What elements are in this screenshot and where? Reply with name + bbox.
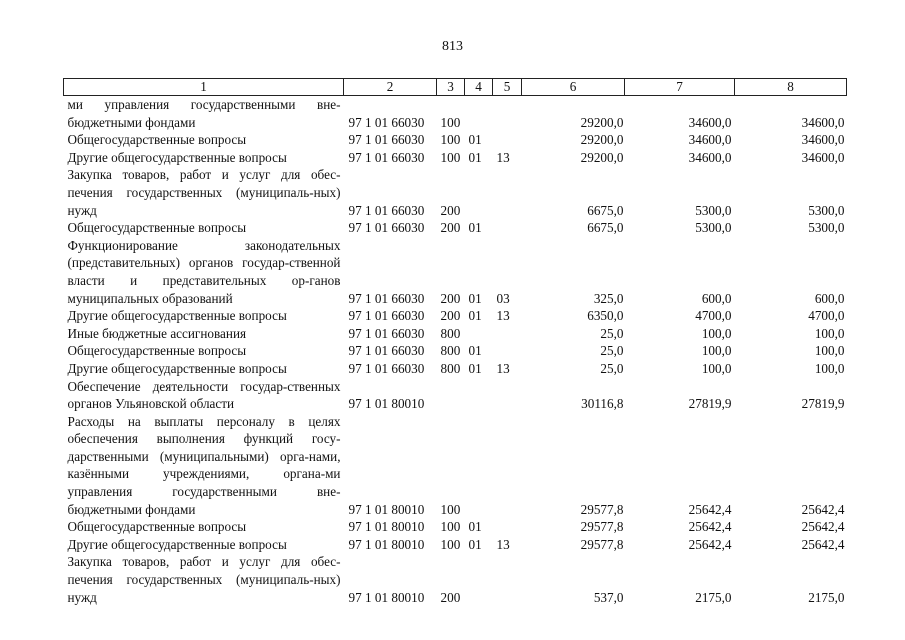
row-value-col6: 29200,0 bbox=[580, 132, 624, 148]
row-value-col6: 25,0 bbox=[600, 325, 624, 341]
row-value-col7: 100,0 bbox=[701, 360, 732, 376]
row-name: Другие общегосударственные вопросы bbox=[67, 536, 287, 552]
row-code: 97 1 01 66030 bbox=[348, 202, 425, 218]
row-value-col8: 100,0 bbox=[814, 343, 845, 359]
table-row bbox=[64, 413, 847, 519]
row-expense-type: 800 bbox=[440, 343, 461, 359]
table-row bbox=[64, 360, 847, 378]
row-name: Другие общегосударственные вопросы bbox=[67, 149, 287, 165]
row-name: Закупка товаров, работ и услуг для обес-печения государственных (муниципаль-ных) нужд bbox=[67, 167, 341, 218]
row-code: 97 1 01 80010 bbox=[348, 501, 425, 517]
row-value-col7: 34600,0 bbox=[688, 114, 732, 130]
row-subsection bbox=[493, 96, 522, 132]
row-value-col8: 600,0 bbox=[814, 290, 845, 306]
row-expense-type: 200 bbox=[440, 589, 461, 605]
row-section: 01 bbox=[468, 220, 482, 236]
row-value-col6: 6350,0 bbox=[587, 308, 624, 324]
row-section bbox=[465, 96, 493, 132]
row-code: 97 1 01 66030 bbox=[348, 290, 425, 306]
row-value-col8: 34600,0 bbox=[801, 114, 845, 130]
row-expense-type: 800 bbox=[440, 360, 461, 376]
row-name: Общегосударственные вопросы bbox=[67, 519, 247, 535]
row-name: Общегосударственные вопросы bbox=[67, 132, 247, 148]
row-value-col8: 4700,0 bbox=[808, 308, 845, 324]
row-expense-type: 200 bbox=[440, 202, 461, 218]
row-section bbox=[465, 166, 493, 219]
row-code: 97 1 01 80010 bbox=[348, 589, 425, 605]
row-value-col7: 5300,0 bbox=[695, 220, 732, 236]
row-subsection: 13 bbox=[496, 536, 510, 552]
row-section bbox=[465, 325, 493, 343]
row-value-col8: 100,0 bbox=[814, 325, 845, 341]
row-expense-type: 100 bbox=[440, 501, 461, 517]
row-subsection bbox=[493, 325, 522, 343]
row-value-col6: 537,0 bbox=[593, 589, 624, 605]
header-cell: 3 bbox=[437, 79, 465, 96]
header-cell: 4 bbox=[465, 79, 493, 96]
table-row bbox=[64, 307, 847, 325]
row-value-col8: 5300,0 bbox=[808, 220, 845, 236]
header-cell: 1 bbox=[64, 79, 344, 96]
row-expense-type bbox=[437, 378, 465, 413]
row-value-col7: 5300,0 bbox=[695, 202, 732, 218]
row-expense-type: 200 bbox=[440, 220, 461, 236]
row-section: 01 bbox=[468, 308, 482, 324]
row-value-col7: 4700,0 bbox=[695, 308, 732, 324]
row-name: ми управления государственными вне-бюджетными фондами bbox=[67, 97, 341, 130]
table-row bbox=[64, 378, 847, 413]
row-name: Общегосударственные вопросы bbox=[67, 343, 247, 359]
row-code: 97 1 01 66030 bbox=[348, 343, 425, 359]
row-value-col8: 25642,4 bbox=[801, 501, 845, 517]
row-name: Расходы на выплаты персоналу в целях обеспечения выполнения функций госу-дарственными (муниципальными) орга-нами, казёнными учреждениями, органа-ми управления государственными вне-бюджетными фондами bbox=[67, 413, 341, 517]
row-subsection: 13 bbox=[496, 360, 510, 376]
row-expense-type: 100 bbox=[440, 132, 461, 148]
table-row bbox=[64, 96, 847, 132]
row-value-col6: 6675,0 bbox=[587, 202, 624, 218]
row-subsection bbox=[493, 166, 522, 219]
row-value-col8: 2175,0 bbox=[808, 589, 845, 605]
row-code: 97 1 01 66030 bbox=[348, 149, 425, 165]
row-value-col6: 29577,8 bbox=[580, 501, 624, 517]
row-value-col7: 2175,0 bbox=[695, 589, 732, 605]
row-subsection bbox=[493, 378, 522, 413]
row-expense-type: 800 bbox=[440, 325, 461, 341]
header-row bbox=[64, 79, 847, 96]
row-name: Закупка товаров, работ и услуг для обес-печения государственных (муниципаль-ных) нужд bbox=[67, 554, 341, 605]
row-section: 01 bbox=[468, 536, 482, 552]
row-value-col7: 25642,4 bbox=[688, 501, 732, 517]
row-subsection bbox=[493, 219, 522, 237]
row-value-col7: 100,0 bbox=[701, 343, 732, 359]
header-cell: 7 bbox=[625, 79, 735, 96]
row-code: 97 1 01 66030 bbox=[348, 114, 425, 130]
row-value-col8: 25642,4 bbox=[801, 519, 845, 535]
row-value-col8: 25642,4 bbox=[801, 536, 845, 552]
row-value-col6: 25,0 bbox=[600, 360, 624, 376]
table-row bbox=[64, 536, 847, 554]
row-expense-type: 100 bbox=[440, 519, 461, 535]
row-section bbox=[465, 553, 493, 606]
row-subsection bbox=[493, 518, 522, 536]
row-value-col6: 29200,0 bbox=[580, 114, 624, 130]
row-code: 97 1 01 66030 bbox=[348, 325, 425, 341]
row-subsection bbox=[493, 553, 522, 606]
row-value-col6: 29577,8 bbox=[580, 519, 624, 535]
row-section bbox=[465, 413, 493, 519]
row-subsection: 13 bbox=[496, 149, 510, 165]
row-value-col6: 25,0 bbox=[600, 343, 624, 359]
row-section bbox=[465, 378, 493, 413]
page-number: 813 bbox=[442, 39, 463, 54]
row-name: Функционирование законодательных (представительных) органов государ-ственной власти и представительных ор-ганов муниципальных образований bbox=[67, 237, 341, 306]
row-name: Обеспечение деятельности государ-ственных органов Ульяновской области bbox=[67, 378, 341, 412]
row-value-col6: 29200,0 bbox=[580, 149, 624, 165]
row-expense-type: 200 bbox=[440, 290, 461, 306]
row-value-col7: 34600,0 bbox=[688, 132, 732, 148]
row-name: Иные бюджетные ассигнования bbox=[67, 325, 247, 341]
table-row bbox=[64, 553, 847, 606]
row-code: 97 1 01 66030 bbox=[348, 220, 425, 236]
row-code: 97 1 01 80010 bbox=[348, 536, 425, 552]
row-section: 01 bbox=[468, 132, 482, 148]
row-value-col6: 30116,8 bbox=[581, 396, 624, 412]
header-cell: 5 bbox=[493, 79, 522, 96]
row-code: 97 1 01 66030 bbox=[348, 360, 425, 376]
row-value-col8: 27819,9 bbox=[801, 396, 845, 412]
row-subsection bbox=[493, 342, 522, 360]
row-subsection bbox=[493, 413, 522, 519]
row-value-col7: 100,0 bbox=[701, 325, 732, 341]
row-name: Общегосударственные вопросы bbox=[67, 220, 247, 236]
row-section: 01 bbox=[468, 343, 482, 359]
row-section: 01 bbox=[468, 290, 482, 306]
row-code: 97 1 01 66030 bbox=[348, 308, 425, 324]
table-row bbox=[64, 237, 847, 307]
row-value-col7: 25642,4 bbox=[688, 519, 732, 535]
row-expense-type: 200 bbox=[440, 308, 461, 324]
row-subsection: 03 bbox=[496, 290, 510, 306]
table-row bbox=[64, 325, 847, 343]
row-subsection: 13 bbox=[496, 308, 510, 324]
row-value-col6: 6675,0 bbox=[587, 220, 624, 236]
row-code: 97 1 01 80010 bbox=[348, 519, 425, 535]
row-expense-type: 100 bbox=[440, 114, 461, 130]
table-row bbox=[64, 166, 847, 219]
row-value-col7: 34600,0 bbox=[688, 149, 732, 165]
row-value-col6: 325,0 bbox=[593, 290, 624, 306]
row-expense-type: 100 bbox=[440, 149, 461, 165]
table-row bbox=[64, 518, 847, 536]
header-cell: 6 bbox=[522, 79, 625, 96]
table-body bbox=[64, 96, 847, 607]
table-row bbox=[64, 219, 847, 237]
row-section: 01 bbox=[468, 149, 482, 165]
row-value-col7: 600,0 bbox=[701, 290, 732, 306]
budget-table bbox=[63, 78, 847, 606]
table-row bbox=[64, 149, 847, 167]
row-section: 01 bbox=[468, 360, 482, 376]
row-subsection bbox=[493, 131, 522, 149]
table-row bbox=[64, 342, 847, 360]
table-header bbox=[64, 79, 847, 96]
row-value-col7: 25642,4 bbox=[688, 536, 732, 552]
header-cell: 8 bbox=[735, 79, 847, 96]
row-name: Другие общегосударственные вопросы bbox=[67, 360, 287, 376]
row-section: 01 bbox=[468, 519, 482, 535]
row-value-col8: 5300,0 bbox=[808, 202, 845, 218]
table-row bbox=[64, 131, 847, 149]
row-code: 97 1 01 66030 bbox=[348, 132, 425, 148]
row-name: Другие общегосударственные вопросы bbox=[67, 308, 287, 324]
row-value-col8: 34600,0 bbox=[801, 149, 845, 165]
row-value-col7: 27819,9 bbox=[688, 396, 732, 412]
row-value-col8: 100,0 bbox=[814, 360, 845, 376]
row-value-col8: 34600,0 bbox=[801, 132, 845, 148]
row-expense-type: 100 bbox=[440, 536, 461, 552]
header-cell: 2 bbox=[344, 79, 437, 96]
row-value-col6: 29577,8 bbox=[580, 536, 624, 552]
row-code: 97 1 01 80010 bbox=[348, 396, 425, 412]
